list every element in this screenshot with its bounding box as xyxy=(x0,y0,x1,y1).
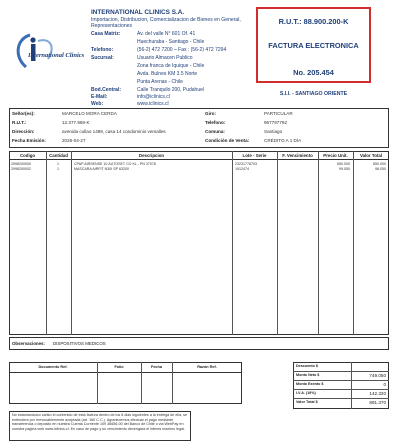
client-label: Señor(es): xyxy=(12,111,35,116)
cell-total: 650.000 xyxy=(373,162,386,166)
invoice-rut: R.U.T.: 88.900.200-K xyxy=(278,17,349,26)
client-value: Santiago xyxy=(264,129,283,134)
legal-notice: No estamandoico cariko el contenido de esta factura dentro de los 8 dias siguientes a la entrega de ella, se entendera por irrevocablemente aceptada (art. 160 C.C.). Agradecemos efectuar el pago mediante transferencia o deposito en nuestra Cuenta Corriente 109 36656-00 del Banco de Chile o via WebPay en nuestra pagina web www.iclinics.cl. En caso de pago y su vencimiento devengara el interes maximo legal. xyxy=(9,411,191,441)
cell-qty: 1 xyxy=(57,162,59,166)
client-label: Giro: xyxy=(205,111,216,116)
detail-label: Bod.Central: xyxy=(91,87,121,93)
client-value: CRÉDITO A 1 DÍA xyxy=(264,138,302,143)
col-header-description: Descripcion xyxy=(138,153,165,158)
col-header-code: Codigo xyxy=(19,153,36,158)
client-label: Telefono: xyxy=(205,120,226,125)
cell-lot: 1912474 xyxy=(235,167,249,171)
observations-value: DISPOSITIVOS MEDICOS xyxy=(53,341,106,346)
client-label: R.U.T.: xyxy=(12,120,27,125)
detail-value: Huechuraba - Santiago - Chile xyxy=(137,39,205,45)
company-activity: Importacion, Distribucion, Comercializacion de Bienes en General, Representaciones xyxy=(91,17,241,29)
cell-code: 2998200002 xyxy=(11,167,31,171)
col-header-total: Valor Total xyxy=(359,153,383,158)
detail-value: info@iclinics.cl xyxy=(137,94,170,100)
client-label: Comuna: xyxy=(205,129,225,134)
detail-value: (56-2) 472 7200 – Fax : (56-2) 472 7294 xyxy=(137,47,227,53)
detail-label: E-Mail: xyxy=(91,94,108,100)
totals-divider xyxy=(293,371,389,372)
client-value: 967797792 xyxy=(264,120,287,125)
net-amount-value: 749.050 xyxy=(369,373,386,378)
client-value: 12.377.969-K xyxy=(62,120,90,125)
observations-label: Observaciones: xyxy=(12,341,45,346)
cell-description: MASCARA AIRFIT N30I SP 63200 xyxy=(74,167,129,171)
detail-label: Casa Matriz: xyxy=(91,31,121,37)
exempt-amount-label: Monto Exento $ xyxy=(296,382,324,386)
column-divider xyxy=(318,151,319,335)
invoice-sii-office: S.I.I. - SANTIAGO ORIENTE xyxy=(279,91,348,97)
invoice-number: No. 205.454 xyxy=(293,68,334,77)
client-value: MARCELO MORA CERDA xyxy=(62,111,117,116)
client-value: avenida cullao 1489, casa 14 condominio versalles xyxy=(62,129,166,134)
client-label: Condición de Venta: xyxy=(205,138,250,143)
client-value: 2026-04-27 xyxy=(62,138,86,143)
col-header-lot: Lote - Serie xyxy=(242,153,267,158)
cell-description: CPAP AIRSENSE 10 AUTOSET CO KL - PN 37078 xyxy=(74,162,156,166)
company-logo-text: International Clinics xyxy=(28,52,85,59)
detail-label: Telefono: xyxy=(91,47,114,53)
cell-unit-price: 650.000 xyxy=(337,162,350,166)
client-value: PARTICULAR xyxy=(264,111,293,116)
column-divider xyxy=(353,151,354,335)
totals-divider xyxy=(293,398,389,399)
detail-label: Sucursal: xyxy=(91,55,114,61)
column-divider xyxy=(232,151,233,335)
detail-value: Punta Arenas - Chile xyxy=(137,79,183,85)
vat-value: 142.320 xyxy=(369,391,386,396)
column-divider xyxy=(46,151,47,335)
col-header-expiry: F. Vencimiento xyxy=(282,153,313,158)
cell-total: 98.050 xyxy=(375,167,386,171)
company-name: INTERNATIONAL CLINICS S.A. xyxy=(91,9,185,16)
cell-unit-price: 99.050 xyxy=(339,167,350,171)
items-table xyxy=(9,151,389,335)
ref-header-reason: Razón Ref. xyxy=(197,365,217,369)
cell-qty: 1 xyxy=(57,167,59,171)
cell-code: 2998200000 xyxy=(11,162,31,166)
col-header-unit-price: Precio Unit. xyxy=(323,153,348,158)
ref-header-document: Documento Ref. xyxy=(38,365,68,369)
detail-label: Web: xyxy=(91,101,104,107)
detail-value: Av. del valle N° 601 Of. 41 xyxy=(137,31,196,37)
exempt-amount-value: 0 xyxy=(383,382,386,387)
totals-divider xyxy=(293,380,389,381)
grand-total-label: Valor Total $ xyxy=(296,400,318,404)
detail-value: www.iclinics.cl xyxy=(137,101,169,107)
client-label: Fecha Emisión: xyxy=(12,138,46,143)
grand-total-value: 891.370 xyxy=(369,400,386,405)
vat-label: I.V.A. (19%) xyxy=(296,391,316,395)
totals-divider xyxy=(293,389,389,390)
detail-value: Usuario Almacen Publico xyxy=(137,55,193,61)
detail-value: Zona franca de Iquique - Chile xyxy=(137,63,205,69)
detail-value: Avda. Bulnes KM 3.5 Norte xyxy=(137,71,198,77)
column-divider xyxy=(277,151,278,335)
discount-label: Descuento $ xyxy=(296,364,318,368)
detail-value: Calle Tranquilo 200, Pudahuel xyxy=(137,87,204,93)
ref-header-date: Fecha xyxy=(151,365,162,369)
column-divider xyxy=(71,151,72,335)
col-header-qty: Cantidad xyxy=(49,153,68,158)
cell-lot: 23231778703 xyxy=(235,162,257,166)
invoice-doc-type: FACTURA ELECTRONICA xyxy=(268,41,359,50)
ref-header-folio: Folio xyxy=(114,365,124,369)
client-label: Dirección: xyxy=(12,129,35,134)
net-amount-label: Monto Neto $ xyxy=(296,373,320,377)
